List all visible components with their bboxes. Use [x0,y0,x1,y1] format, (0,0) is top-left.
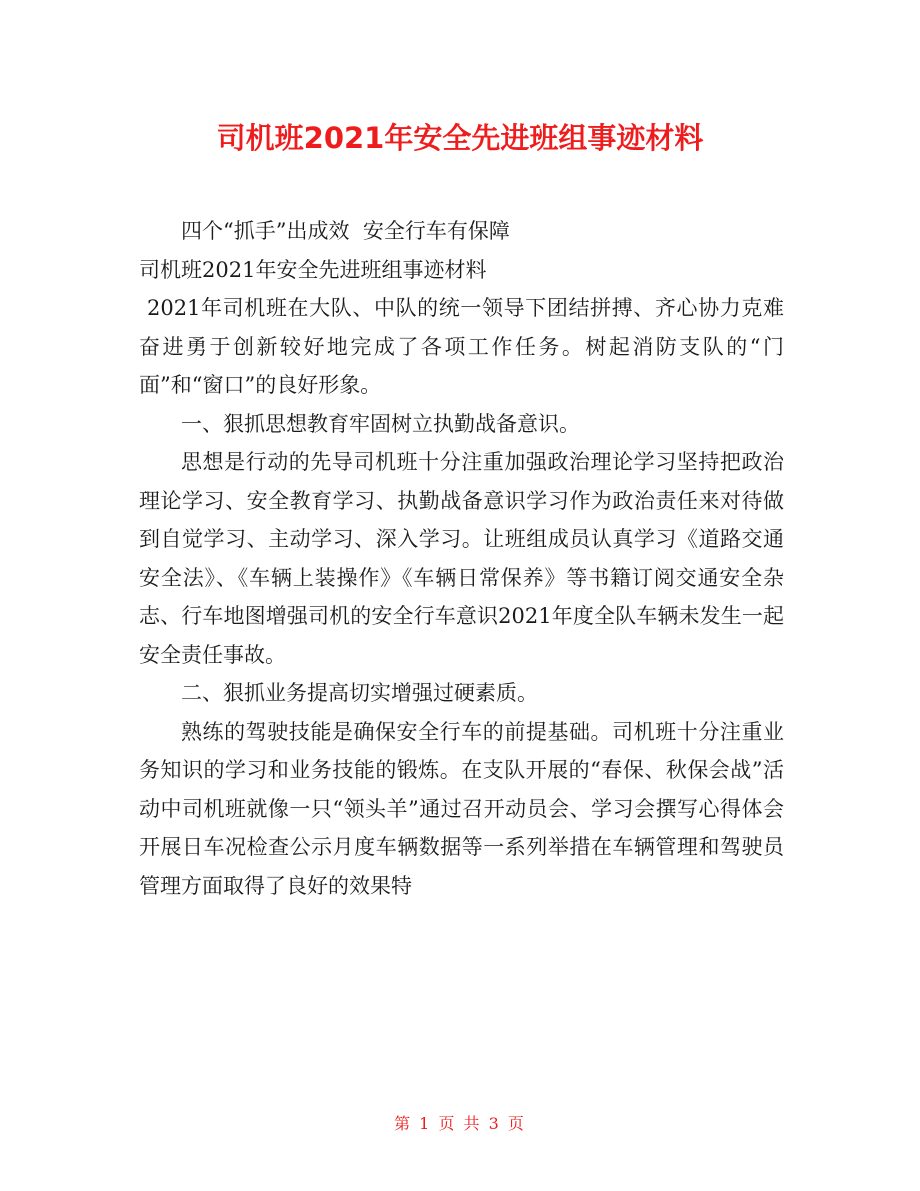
section-heading-1: 一、狠抓思想教育牢固树立执勤战备意识。 [181,411,580,436]
paragraph-section-1: 思想是行动的先导司机班十分注重加强政治理论学习坚持把政治理论学习、安全教育学习、执勤战备意识学习作为政治责任来对待做到自觉学习、主动学习、深入学习。让班组成员认真学习《道路交通安全法》、《车辆上装操作》《车辆日常保养》等书籍订阅交通安全杂志、行车地图增强司机的安全行车意识2021年度全队车辆未发生一起安全责任事故。 [139,450,784,667]
page-number-footer: 第 1 页 共 3 页 [394,1114,526,1133]
paragraph-section-2: 熟练的驾驶技能是确保安全行车的前提基础。司机班十分注重业务知识的学习和业务技能的锻炼。在支队开展的“春保、秋保会战”活动中司机班就像一只“领头羊”通过召开动员会、学习会撰写心得体会开展日车况检查公示月度车辆数据等一系列举措在车辆管理和驾驶员管理方面取得了良好的效果特 [139,719,784,898]
paragraph-intro: 2021年司机班在大队、中队的统一领导下团结拼搏、齐心协力克难奋进勇于创新较好地完成了各项工作任务。树起消防支队的“门面”和“窗口”的良好形象。 [139,296,784,397]
subtitle: 四个“抓手”出成效 安全行车有保障 [181,219,510,243]
document-body [139,212,784,905]
section-heading-2: 二、狠抓业务提高切实增强过硬素质。 [181,681,538,705]
repeat-title: 司机班2021年安全先进班组事迹材料 [139,257,487,282]
document-title: 司机班2021年安全先进班组事迹材料 [216,121,704,155]
